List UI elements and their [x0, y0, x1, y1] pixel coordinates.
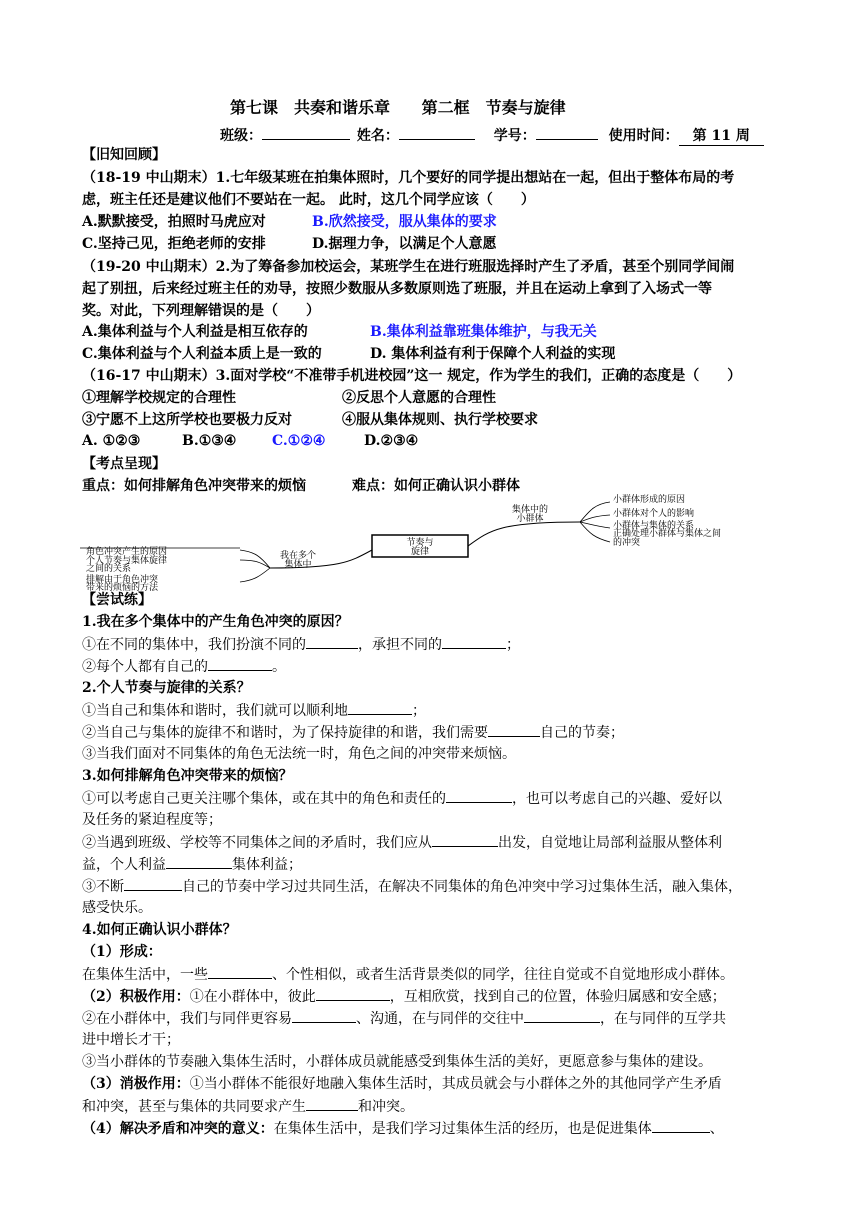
s4-positive-1a: ①在小群体中，彼此 [189, 989, 316, 1005]
name-label: 姓名： [356, 128, 399, 144]
s4-positive-line3: ③当小群体的节奏融入集体生活时，小群体成员就能感受到集体生活的美好，更愿意参与集体的建设。 [82, 1054, 712, 1070]
s1-title: 1.我在多个集体中的产生角色冲突的原因？ [82, 614, 349, 630]
q2-stem-line1 [82, 257, 782, 277]
s4-formation-label: （1）形成： [82, 944, 162, 960]
q3-item-3: ③宁愿不上这所学校也要极力反对 [82, 412, 292, 428]
class-label: 班级： [220, 128, 262, 144]
s3-line3 [82, 876, 782, 897]
q1-option-c: C.坚持己见，拒绝老师的安排 [82, 236, 266, 252]
name-blank[interactable] [399, 125, 475, 140]
s1-line1 [82, 634, 782, 655]
mindmap-left-item-3: 之间的关系 [86, 564, 132, 574]
s3-line3-cont: 感受快乐。 [82, 900, 152, 916]
s4-resolve-b: 、 [709, 1121, 724, 1137]
q1-option-b: B.欣然接受，服从集体的要求 [312, 214, 497, 230]
s3-line1-text-b: ，也可以考虑自己的兴趣、爱好以 [512, 791, 722, 807]
s2-title: 2.个人节奏与旋律的关系？ [82, 680, 251, 696]
mindmap-left-item-5: 带来的烦恼的方法 [86, 583, 159, 592]
s4-negative-line1 [82, 1074, 782, 1094]
s2-blank-smoothly[interactable] [348, 700, 412, 715]
s3-line1-text-a: ①可以考虑自己更关注哪个集体，或在其中的角色和责任的 [82, 791, 446, 807]
mind-map [80, 490, 780, 592]
s4-blank-learn[interactable] [524, 1008, 600, 1023]
s4-resolve-label: （4）解决矛盾和冲突的意义： [82, 1121, 274, 1137]
s3-title: 3.如何排解角色冲突带来的烦恼？ [82, 768, 293, 784]
s1-blank-role[interactable] [306, 634, 358, 649]
difficult-point: 难点：如何正确认识小群体 [352, 478, 520, 494]
mindmap-right-branch-2: 小群体 [516, 514, 544, 524]
q1-options-row1 [82, 212, 782, 232]
mindmap-left-item-4: 排解由于角色冲突 [86, 575, 159, 585]
q3-items-row1 [82, 388, 782, 408]
s3-line1 [82, 788, 782, 809]
s1-line1-text-b: ，承担不同的 [358, 637, 442, 653]
id-label: 学号： [493, 128, 536, 144]
mindmap-center-line1: 节奏与 [406, 538, 434, 548]
q3-item-1: ①理解学校规定的合理性 [82, 390, 236, 406]
s4-positive-1b: ，互相欣赏，找到自己的位置，体验归属感和安全感； [389, 989, 726, 1005]
q3-option-a: A. ①②③ [82, 433, 141, 449]
s4-positive-label: （2）积极作用： [82, 989, 190, 1005]
s3-line2 [82, 832, 782, 853]
s1-blank-duty[interactable] [442, 634, 506, 649]
s2-line1-text-a: ①当自己和集体和谐时，我们就可以顺利地 [82, 703, 348, 719]
q1-stem-2: 虑，班主任还是建议他们不要站在一起。 此时，这几个同学应该（ ） [82, 192, 535, 208]
q3-items-row2 [82, 410, 782, 430]
s4-formation-text-b: 、个性相似，或者生活背景类似的同学，往往自觉或不自觉地形成小群体。 [272, 967, 734, 983]
s4-formation-text-a: 在集体生活中，一些 [82, 967, 208, 983]
mindmap-right-item-2: 小群体对个人的影响 [613, 509, 695, 519]
q1-options-row2 [82, 234, 782, 254]
s4-negative-label: （3）消极作用： [82, 1076, 190, 1092]
s4-resolve-a: 在集体生活中，是我们学习过集体生活的经历，也是促进集体 [273, 1121, 652, 1137]
q3-source: （16-17 中山期末） [82, 368, 216, 384]
s3-blank-importance[interactable] [446, 788, 512, 803]
id-blank[interactable] [536, 125, 598, 140]
s4-resolve-line [82, 1118, 782, 1139]
s2-line2-text-b: 自己的节奏； [540, 725, 624, 741]
class-blank[interactable] [262, 125, 350, 140]
s4-negative-line2 [82, 1096, 782, 1117]
s1-line1-text-a: ①在不同的集体中，我们扮演不同的 [82, 637, 306, 653]
mindmap-right-item-4: 正确处理小群体与集体之间 [613, 529, 722, 539]
frame-title: 第二框 节奏与旋律 [421, 98, 566, 117]
s3-line2-text-a: ②当遇到班级、学校等不同集体之间的矛盾时，我们应从 [82, 835, 432, 851]
q3-item-4: ④服从集体规则、执行学校要求 [342, 412, 538, 428]
s2-line2 [82, 722, 782, 743]
q3-stem-line1 [82, 366, 782, 386]
q2-options-row2 [82, 344, 782, 364]
q3-stem-1: 3.面对学校“不准带手机进校园”这一 规定，作为学生的我们，正确的态度是（ ） [215, 368, 742, 384]
q1-source: （18-19 中山期末） [82, 170, 216, 186]
s3-blank-adjust[interactable] [124, 876, 182, 891]
q1-stem-1: 1.七年级某班在拍集体照时，几个要好的同学提出想站在一起，但出于整体布局的考 [215, 170, 735, 186]
s4-positive-line1 [82, 986, 782, 1007]
s4-positive-2b: 、沟通，在与同伴的交往中 [356, 1011, 524, 1027]
s4-positive-line2-cont: 进中增长才干； [82, 1032, 180, 1048]
s4-positive-2c: ，在与同伴的互学共 [600, 1011, 726, 1027]
q1-option-a: A.默默接受，拍照时马虎应对 [82, 214, 266, 230]
mindmap-right-item-1: 小群体形成的原因 [613, 495, 686, 505]
mindmap-center-line2: 旋律 [410, 547, 430, 557]
s4-negative-2b: 和冲突。 [358, 1099, 414, 1115]
q3-option-b: B.①③④ [182, 433, 237, 449]
s4-blank-trust[interactable] [316, 986, 390, 1001]
s2-line2-text-a: ②当自己与集体的旋律不和谐时，为了保持旋律的和谐，我们需要 [82, 725, 488, 741]
s3-blank-obey[interactable] [166, 854, 232, 869]
s4-positive-line2 [82, 1008, 782, 1029]
q3-option-d: D.②③④ [364, 433, 419, 449]
q2-stem-2: 起了别扭，后来经过班主任的劝导，按照少数服从多数原则选了班服，并且在运动上拿到了入场式一等 [82, 281, 712, 297]
q2-stem-3: 奖。对此，下列理解错误的是（ ） [82, 303, 320, 319]
s2-line3: ③当我们面对不同集体的角色无法统一时，角色之间的冲突带来烦恼。 [82, 746, 516, 762]
s2-line1 [82, 700, 782, 721]
s4-blank-communicate[interactable] [292, 1008, 356, 1023]
mindmap-left-branch-2: 集体中 [284, 560, 312, 570]
s4-blank-conflict[interactable] [306, 1096, 358, 1111]
mindmap-right-branch-line [468, 522, 580, 546]
q2-stem-1: 2.为了筹备参加校运会，某班学生在进行班服选择时产生了矛盾，甚至个别同学间闹 [215, 259, 735, 275]
s1-line2 [82, 656, 782, 677]
mindmap-right-branch-1: 集体中的 [511, 505, 549, 515]
time-label: 使用时间： [608, 128, 679, 144]
mindmap-right-item-5: 的冲突 [613, 538, 641, 548]
q2-option-a: A.集体利益与个人利益是相互依存的 [82, 324, 308, 340]
practice-heading: 【尝试练】 [82, 592, 152, 608]
q2-option-b: B.集体利益靠班集体维护，与我无关 [370, 324, 597, 340]
student-info-line [220, 125, 764, 146]
s1-blank-own[interactable] [208, 656, 272, 671]
s3-line2-text-d: 集体利益； [232, 857, 302, 873]
q1-stem-line1 [82, 168, 782, 188]
time-value: 第 11 周 [679, 125, 764, 146]
q3-options-row [82, 431, 782, 451]
q2-option-c: C.集体利益与个人利益本质上是一致的 [82, 346, 322, 362]
s3-line2-cont [82, 854, 782, 875]
review-heading: 【旧知回顾】 [82, 147, 166, 163]
s3-line1-cont: 及任务的紧迫程度等； [82, 812, 222, 828]
mindmap-left-item-2: 个人节奏与集体旋律 [86, 556, 168, 566]
s1-line1-text-c: ； [506, 637, 520, 653]
q1-option-d: D.据理力争，以满足个人意愿 [312, 236, 497, 252]
s1-line2-text-a: ②每个人都有自己的 [82, 659, 208, 675]
key-point: 重点：如何排解角色冲突带来的烦恼 [82, 478, 306, 494]
mindmap-left-branch-1: 我在多个 [279, 551, 317, 561]
s3-line3-text-a: ③不断 [82, 879, 124, 895]
lesson-title: 第七课 共奏和谐乐章 [230, 98, 391, 117]
s4-blank-interests[interactable] [208, 964, 272, 979]
s1-line2-text-b: 。 [272, 659, 286, 675]
mindmap-right-item-3: 小群体与集体的关系 [613, 521, 695, 531]
mindmap-left-item-1: 角色冲突产生的原因 [86, 547, 168, 557]
s3-line3-text-b: 自己的节奏中学习过共同生活，在解决不同集体的角色冲突中学习过集体生活，融入集体， [182, 879, 742, 895]
q2-options-row1 [82, 322, 782, 342]
s4-negative-1: ①当小群体不能很好地融入集体生活时，其成员就会与小群体之外的其他同学产生矛盾 [189, 1076, 722, 1092]
q2-source: （19-20 中山期末） [82, 259, 216, 275]
q3-item-2: ②反思个人意愿的合理性 [342, 390, 496, 406]
s2-line1-text-b: ； [412, 703, 426, 719]
points-heading: 【考点呈现】 [82, 456, 166, 472]
s2-blank-adjust[interactable] [488, 722, 540, 737]
q3-option-c: C.①②④ [272, 433, 326, 449]
s4-negative-2a: 和冲突，甚至与集体的共同要求产生 [82, 1099, 306, 1115]
page-title [230, 95, 566, 118]
s3-blank-overall[interactable] [432, 832, 498, 847]
s4-positive-2a: ②在小群体中，我们与同伴更容易 [82, 1011, 292, 1027]
s4-title: 4.如何正确认识小群体？ [82, 922, 237, 938]
s4-formation-line [82, 964, 782, 985]
q2-option-d: D. 集体利益有利于保障个人利益的实现 [370, 346, 616, 362]
s3-line2-text-b: 出发，自觉地让局部利益服从整体利 [498, 835, 722, 851]
s3-line2-text-c: 益，个人利益 [82, 857, 166, 873]
s4-blank-develop[interactable] [652, 1118, 710, 1133]
